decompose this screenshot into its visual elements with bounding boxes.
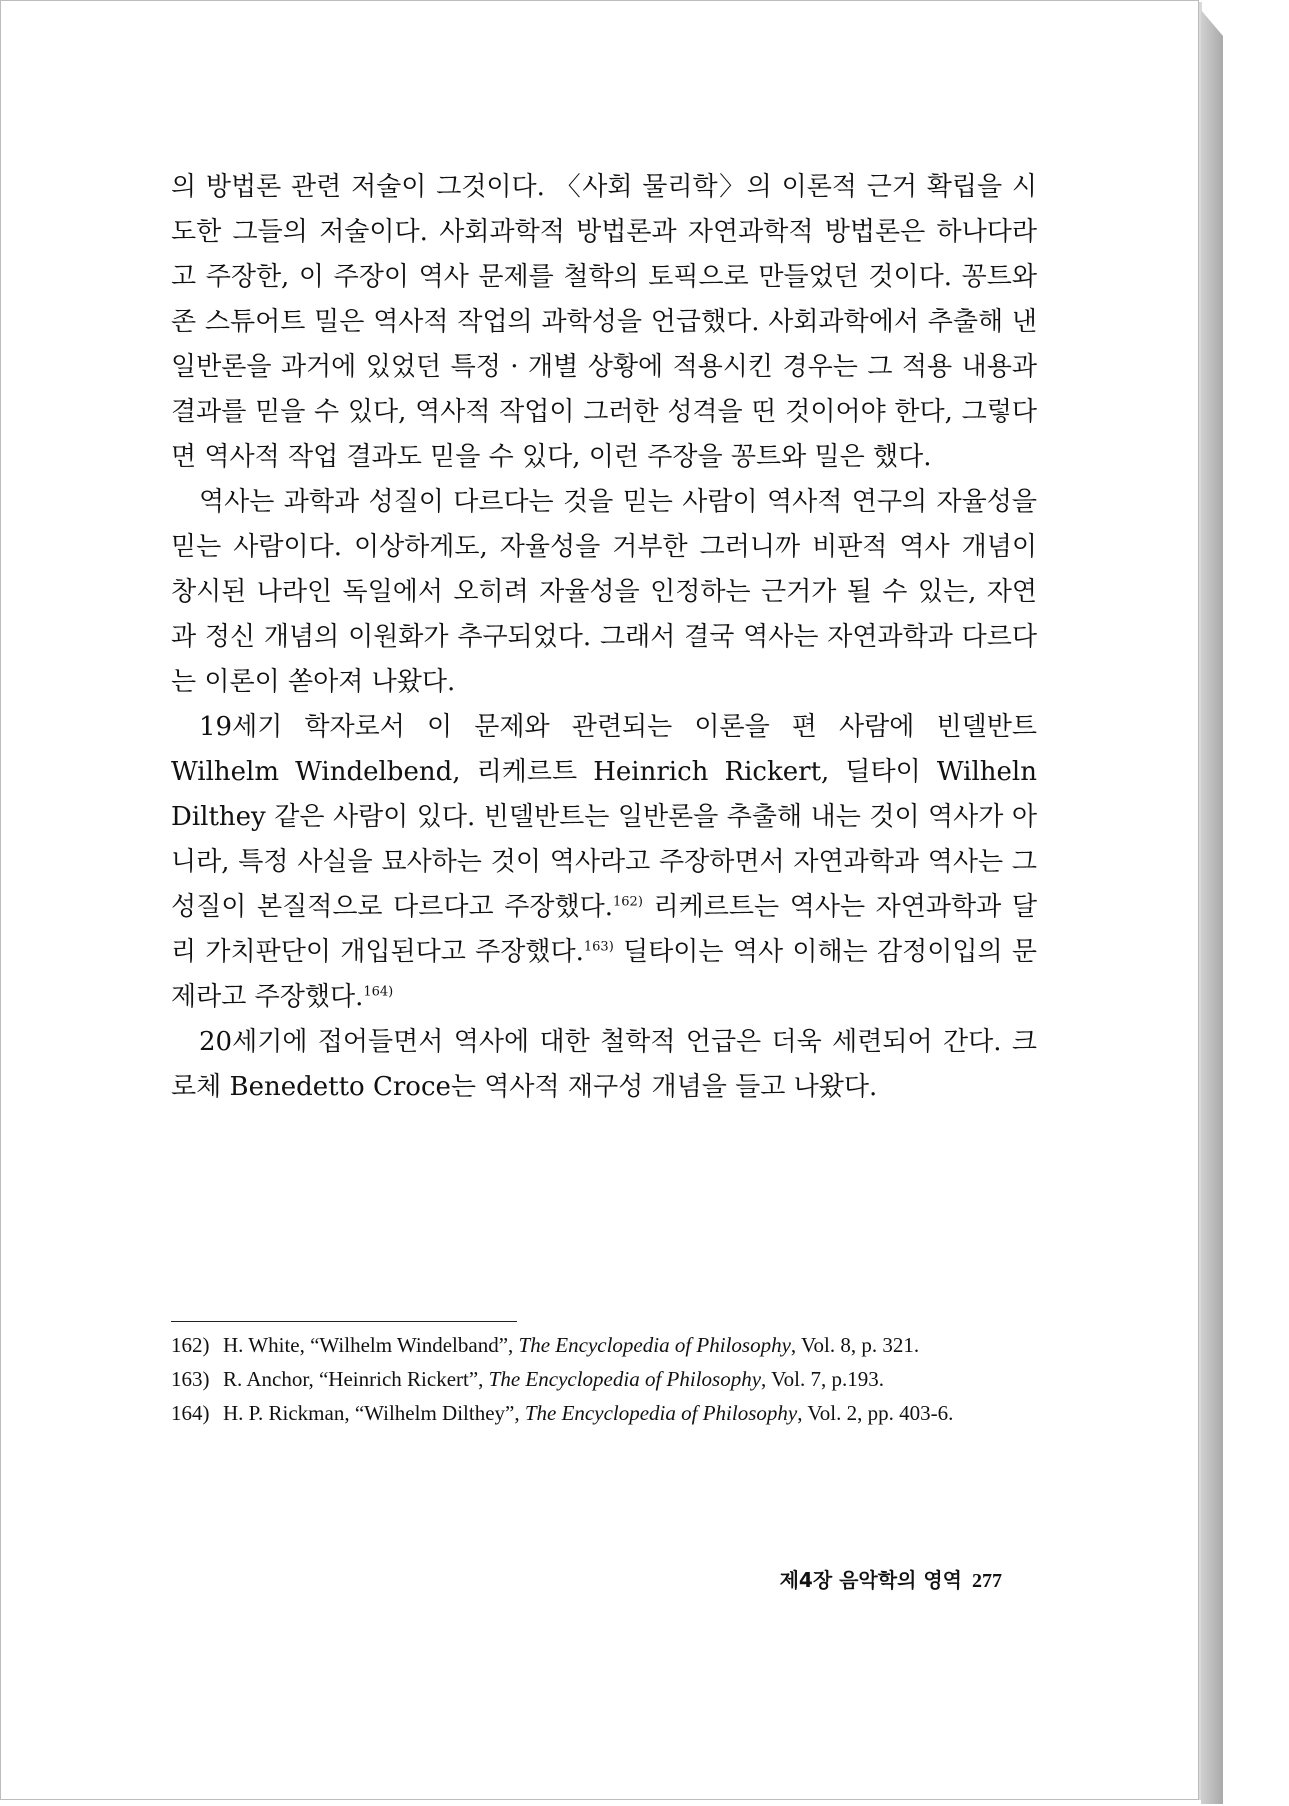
footnote-ref-163[interactable]: 163) (583, 939, 614, 955)
chapter-title: 제4장 음악학의 영역 (779, 1568, 962, 1592)
body-text (171, 165, 1037, 1110)
footnote-ref-162[interactable]: 162) (613, 894, 643, 910)
paragraph-3: 19세기 학자로서 이 문제와 관련되는 이론을 편 사람에 빈델반트 Wilhelm Windelbend, 리케르트 Heinrich Rickert, 딜타이 Wilheln Dilthey 같은 사람이 있다. 빈델반트는 일반론을 추출해 내는 것이 역사가 아니라, 특정 사실을 묘사하는 것이 역사라고 주장하면서 자연과학과 역사는 그 성질이 본질적으로 다르다고 주장했다.$^{162)}$ 리케르트는 역사는 자연과학과 달리 가치판단이 개입된다고 주장했다.$^{163)}$ 딜타이는 역사 이해는 감정이입의 문제라고 주장했다.$^{164)}$ (171, 712, 1038, 1012)
footnote-number: 162) (171, 1333, 210, 1357)
footnotes (171, 1329, 1037, 1431)
page-edge (1201, 10, 1223, 1804)
footnote-text: H. White, “Wilhelm Windelband”, The Encyclopedia of Philosophy, Vol. 8, p. 321. (223, 1333, 920, 1357)
footnote-number: 164) (171, 1401, 210, 1425)
paragraph-2: 역사는 과학과 성질이 다르다는 것을 믿는 사람이 역사적 연구의 자율성을 믿는 사람이다. 이상하게도, 자율성을 거부한 그러니까 비판적 역사 개념이 창시된 나라인 독일에서 오히려 자율성을 인정하는 근거가 될 수 있는, 자연과 정신 개념의 이원화가 추구되었다. 그래서 결국 역사는 자연과학과 다르다는 이론이 쏟아져 나왔다. (171, 487, 1037, 697)
footnote-number: 163) (171, 1367, 210, 1391)
footnote-text: R. Anchor, “Heinrich Rickert”, The Encyclopedia of Philosophy, Vol. 7, p.193. (223, 1367, 884, 1391)
page-number: 277 (972, 1570, 1002, 1592)
footnote-rule (171, 1321, 517, 1322)
paragraph-1: 의 방법론 관련 저술이 그것이다. 〈사회 물리학〉의 이론적 근거 확립을 시도한 그들의 저술이다. 사회과학적 방법론과 자연과학적 방법론은 하나다라고 주장한, 이 주장이 역사 문제를 철학의 토픽으로 만들었던 것이다. 꽁트와 존 스튜어트 밀은 역사적 작업의 과학성을 언급했다. 사회과학에서 추출해 낸 일반론을 과거에 있었던 특정 · 개별 상황에 적용시킨 경우는 그 적용 내용과 결과를 믿을 수 있다, 역사적 작업이 그러한 성격을 띤 것이어야 한다, 그렇다면 역사적 작업 결과도 믿을 수 있다, 이런 주장을 꽁트와 밀은 했다. (171, 172, 1037, 472)
footnote-162 (171, 1329, 1037, 1361)
footnote-163 (171, 1363, 1037, 1395)
running-footer (780, 1564, 1002, 1593)
footnote-ref-164[interactable]: 164) (363, 984, 394, 1000)
paragraph-4: 20세기에 접어들면서 역사에 대한 철학적 언급은 더욱 세련되어 간다. 크로체 Benedetto Croce는 역사적 재구성 개념을 들고 나왔다. (171, 1027, 1037, 1102)
footnote-164 (171, 1397, 1037, 1429)
footnote-text: H. P. Rickman, “Wilhelm Dilthey”, The Encyclopedia of Philosophy, Vol. 2, pp. 403-6. (223, 1401, 954, 1425)
